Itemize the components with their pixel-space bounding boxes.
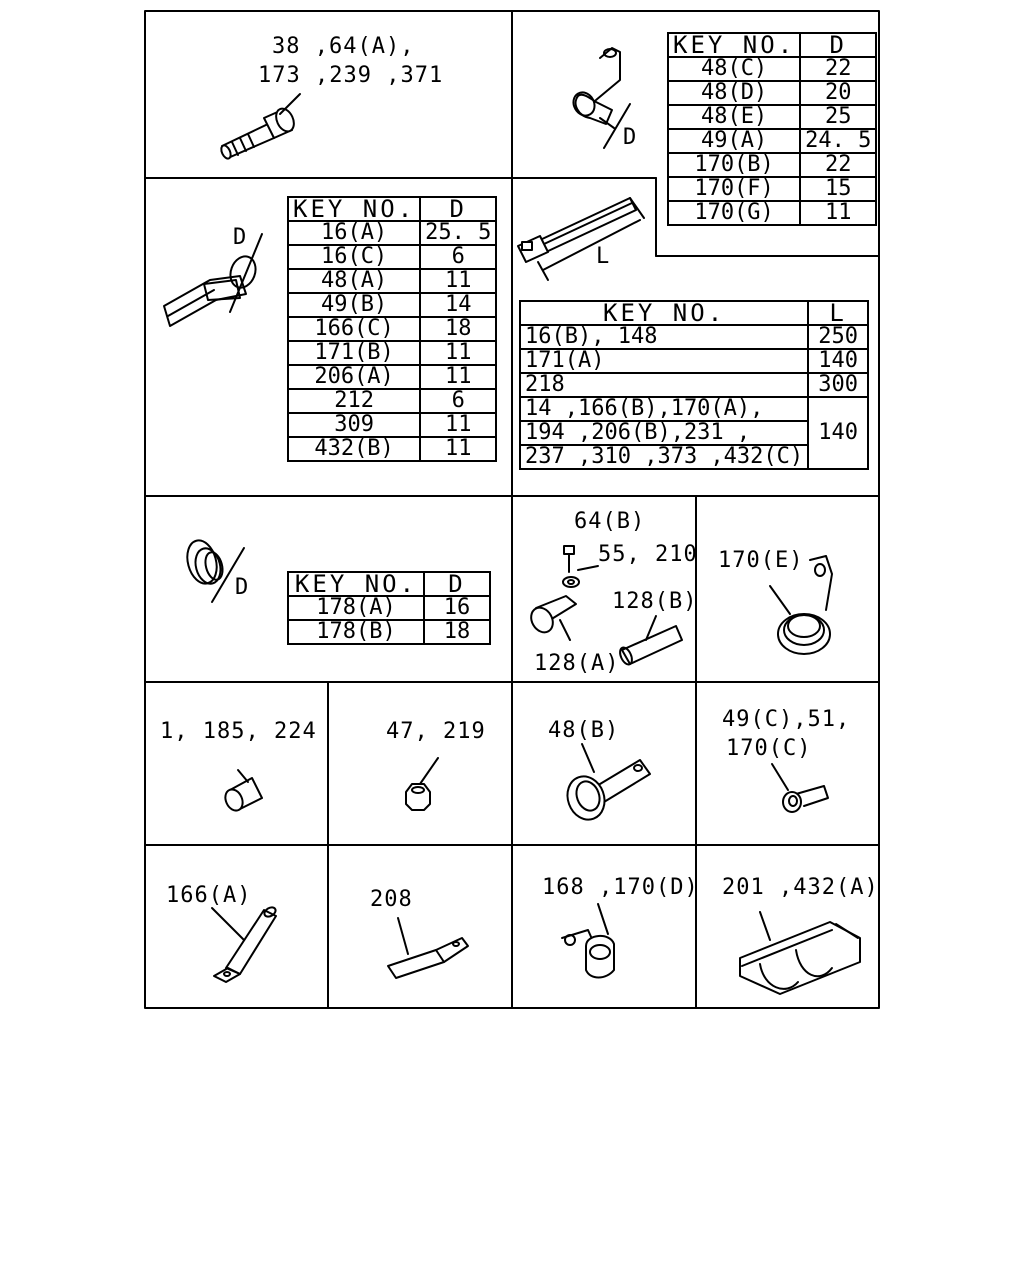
value-cell: 140	[808, 349, 868, 373]
table-row	[288, 221, 496, 245]
value-cell: 11	[420, 437, 496, 461]
key-cell: 178(B)	[288, 620, 424, 644]
value-cell: 11	[800, 201, 876, 225]
table-row	[668, 81, 876, 105]
clip-key-table	[287, 196, 497, 462]
key-cell: 212	[288, 389, 420, 413]
value-cell: 25. 5	[420, 221, 496, 245]
clamp-168-illustration	[562, 904, 614, 978]
clamp-170e-label: 170(E)	[718, 548, 804, 573]
bolt-illustration	[219, 94, 300, 160]
value-cell: 22	[800, 153, 876, 177]
band-l-label: L	[596, 244, 611, 269]
table-row	[668, 129, 876, 153]
header-key-no: KEY NO.	[288, 572, 424, 596]
bolt-label-line1: 38 ,64(A),	[272, 34, 415, 59]
key-cell: 237 ,310 ,373 ,432(C)	[520, 445, 808, 469]
table-row	[288, 317, 496, 341]
key-cell: 170(B)	[668, 153, 800, 177]
clamp-128a-label: 128(A)	[534, 651, 620, 676]
clamp-128b-label: 128(B)	[612, 589, 698, 614]
key-cell: 16(B), 148	[520, 325, 808, 349]
value-cell: 300	[808, 373, 868, 397]
key-cell: 171(B)	[288, 341, 420, 365]
value-cell: 11	[420, 341, 496, 365]
bolt-label-line2: 173 ,239 ,371	[258, 63, 444, 88]
key-cell: 49(B)	[288, 293, 420, 317]
key-cell: 14 ,166(B),170(A),	[520, 397, 808, 421]
table-row	[668, 201, 876, 225]
value-cell: 25	[800, 105, 876, 129]
nut-label: 47, 219	[386, 719, 486, 744]
header-d: D	[800, 33, 876, 57]
grommet-key-table	[287, 571, 491, 645]
key-cell: 48(A)	[288, 269, 420, 293]
key-cell: 178(A)	[288, 596, 424, 620]
key-cell: 194 ,206(B),231 ,	[520, 421, 808, 445]
table-row	[520, 349, 868, 373]
value-cell: 6	[420, 245, 496, 269]
table-row	[288, 293, 496, 317]
key-cell: 432(B)	[288, 437, 420, 461]
clamp-key-table	[667, 32, 877, 226]
clamp-49c-label-line1: 49(C),51,	[722, 707, 851, 732]
clamp-49c-illustration	[772, 764, 828, 812]
key-cell: 171(A)	[520, 349, 808, 373]
key-cell: 48(E)	[668, 105, 800, 129]
clip-166a-illustration	[212, 906, 277, 982]
clamp-d-label: D	[623, 125, 638, 150]
table-header-row	[668, 33, 876, 57]
clip-208-label: 208	[370, 887, 413, 912]
table-row	[668, 177, 876, 201]
bolt-small-label: 64(B)	[574, 509, 646, 534]
header-key-no: KEY NO.	[288, 197, 420, 221]
clip-166a-label: 166(A)	[166, 883, 252, 908]
key-cell: 170(G)	[668, 201, 800, 225]
value-cell: 6	[420, 389, 496, 413]
table-row	[288, 596, 490, 620]
header-key-no: KEY NO.	[520, 301, 808, 325]
clamp-49c-label-line2: 170(C)	[726, 736, 812, 761]
table-header-row	[520, 301, 868, 325]
key-cell: 16(C)	[288, 245, 420, 269]
key-cell: 166(C)	[288, 317, 420, 341]
collar-label: 1, 185, 224	[160, 719, 317, 744]
key-cell: 170(F)	[668, 177, 800, 201]
table-row	[288, 245, 496, 269]
table-row	[288, 437, 496, 461]
value-cell: 14	[420, 293, 496, 317]
value-cell: 11	[420, 269, 496, 293]
table-row	[668, 105, 876, 129]
clamp-48b-label: 48(B)	[548, 718, 620, 743]
table-row	[668, 57, 876, 81]
table-row	[288, 341, 496, 365]
cable-tie-illustration	[518, 198, 644, 280]
clip-d-label: D	[233, 225, 248, 250]
value-cell: 11	[420, 413, 496, 437]
key-cell: 49(A)	[668, 129, 800, 153]
header-key-no: KEY NO.	[668, 33, 800, 57]
table-row	[288, 413, 496, 437]
table-row	[288, 620, 490, 644]
key-cell: 206(A)	[288, 365, 420, 389]
clamp-48b-illustration	[562, 744, 650, 825]
header-d: D	[424, 572, 490, 596]
table-row	[668, 153, 876, 177]
key-cell: 16(A)	[288, 221, 420, 245]
value-cell: 16	[424, 596, 490, 620]
band-key-table	[519, 300, 869, 470]
value-cell: 15	[800, 177, 876, 201]
table-row	[520, 373, 868, 397]
collar-illustration	[222, 770, 262, 813]
table-row	[288, 389, 496, 413]
value-cell: 24. 5	[800, 129, 876, 153]
value-cell: 140	[808, 397, 868, 469]
table-row	[288, 365, 496, 389]
key-cell: 48(C)	[668, 57, 800, 81]
clip-d-illustration	[164, 234, 262, 326]
header-l: L	[808, 301, 868, 325]
grommet-d-label: D	[235, 575, 250, 600]
clip-208-illustration	[388, 918, 468, 978]
table-row	[520, 397, 868, 421]
value-cell: 250	[808, 325, 868, 349]
value-cell: 18	[424, 620, 490, 644]
washer-label: 55, 210	[598, 542, 698, 567]
header-d: D	[420, 197, 496, 221]
key-cell: 48(D)	[668, 81, 800, 105]
table-row	[288, 269, 496, 293]
value-cell: 20	[800, 81, 876, 105]
value-cell: 22	[800, 57, 876, 81]
value-cell: 11	[420, 365, 496, 389]
bracket-201-label: 201 ,432(A)	[722, 875, 879, 900]
bracket-201-illustration	[740, 912, 860, 994]
key-cell: 218	[520, 373, 808, 397]
table-header-row	[288, 572, 490, 596]
key-cell: 309	[288, 413, 420, 437]
clamp-168-label: 168 ,170(D)	[542, 875, 699, 900]
value-cell: 18	[420, 317, 496, 341]
table-header-row	[288, 197, 496, 221]
table-row	[520, 325, 868, 349]
nut-illustration	[406, 758, 438, 810]
p-clamp-d-illustration	[569, 48, 630, 148]
